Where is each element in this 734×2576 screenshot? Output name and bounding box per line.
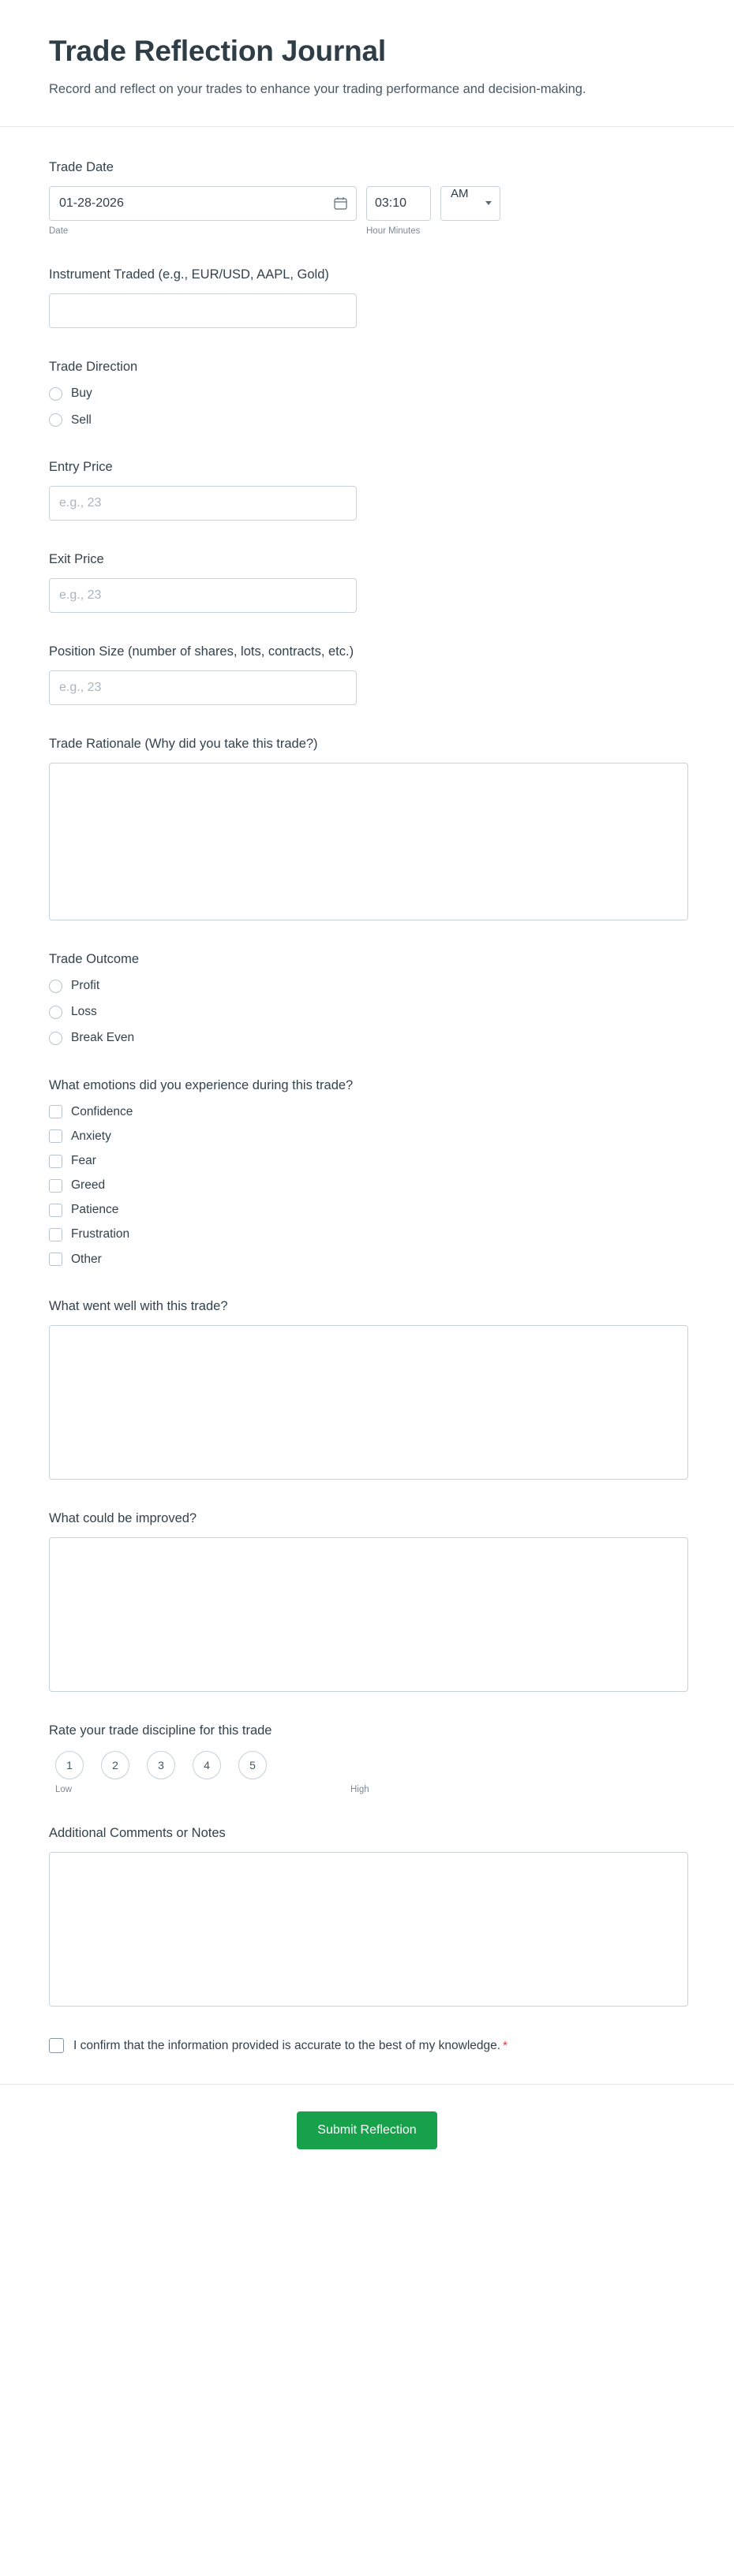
radio-icon[interactable]: [49, 1032, 62, 1045]
required-marker: *: [503, 2039, 507, 2053]
exit-price-label: Exit Price: [49, 551, 104, 566]
ampm-select-wrap: [440, 186, 500, 221]
checkbox-icon[interactable]: [49, 1105, 62, 1118]
radio-option-break-even[interactable]: [49, 1030, 685, 1046]
date-input-wrap: [49, 186, 357, 221]
trade-outcome-label: Trade Outcome: [49, 952, 140, 967]
entry-price-input[interactable]: [49, 486, 357, 521]
rating-end-labels: [55, 1785, 387, 1794]
position-size-input[interactable]: [49, 670, 357, 705]
emotions-label: What emotions did you experience during this trade?: [49, 1077, 354, 1092]
confirm-checkbox-icon[interactable]: [49, 2038, 64, 2053]
time-helper: Hour Minutes: [366, 226, 421, 237]
checkbox-option-fear[interactable]: [49, 1153, 685, 1169]
radio-label: Loss: [71, 1005, 97, 1019]
improved-label: What could be improved?: [49, 1510, 197, 1525]
trade-rationale-label: Trade Rationale (Why did you take this trade?): [49, 736, 318, 751]
checkbox-icon[interactable]: [49, 1179, 62, 1193]
checkbox-option-other[interactable]: [49, 1252, 685, 1267]
radio-option-buy[interactable]: [49, 386, 685, 401]
confirm-label: I confirm that the information provided is accurate to the best of my knowledge.: [73, 2039, 501, 2053]
rating-scale: [55, 1751, 685, 1779]
checkbox-label: Frustration: [71, 1227, 130, 1241]
checkbox-label: Anxiety: [71, 1129, 111, 1143]
page-title: Trade Reflection Journal: [49, 35, 386, 67]
field-position-size: [49, 643, 685, 705]
checkbox-icon[interactable]: [49, 1155, 62, 1168]
confirm-checkbox-row[interactable]: [49, 2037, 685, 2055]
radio-label: Sell: [71, 413, 92, 427]
field-entry-price: [49, 458, 685, 521]
rating-low-label: Low: [55, 1784, 73, 1794]
field-comments: [49, 1824, 685, 2007]
checkbox-label: Confidence: [71, 1104, 133, 1118]
field-exit-price: [49, 551, 685, 613]
rating-option-5[interactable]: 5: [238, 1751, 267, 1779]
date-helper: Date: [49, 226, 69, 237]
checkbox-label: Fear: [71, 1153, 96, 1167]
field-trade-direction: [49, 358, 685, 427]
field-trade-date: [49, 159, 685, 236]
field-went-well: [49, 1297, 685, 1480]
radio-option-profit[interactable]: [49, 978, 685, 994]
discipline-label: Rate your trade discipline for this trade: [49, 1723, 272, 1738]
trade-date-helpers: [49, 221, 685, 236]
calendar-icon[interactable]: [334, 196, 347, 210]
trade-rationale-textarea[interactable]: [49, 763, 688, 920]
radio-label: Break Even: [71, 1031, 135, 1045]
radio-label: Buy: [71, 386, 92, 401]
rating-option-4[interactable]: 4: [193, 1751, 221, 1779]
entry-price-label: Entry Price: [49, 459, 113, 474]
field-improved: [49, 1510, 685, 1692]
field-instrument: [49, 266, 685, 328]
rating-option-2[interactable]: 2: [101, 1751, 129, 1779]
went-well-textarea[interactable]: [49, 1325, 688, 1480]
checkbox-label: Patience: [71, 1203, 119, 1217]
checkbox-icon[interactable]: [49, 1204, 62, 1217]
ampm-select[interactable]: AM: [440, 186, 500, 221]
field-emotions: [49, 1077, 685, 1267]
checkbox-label: Greed: [71, 1178, 106, 1193]
checkbox-option-patience[interactable]: [49, 1202, 685, 1218]
checkbox-option-greed[interactable]: [49, 1178, 685, 1193]
radio-option-loss[interactable]: [49, 1004, 685, 1020]
form-header: [0, 0, 734, 127]
improved-textarea[interactable]: [49, 1537, 688, 1692]
field-trade-rationale: [49, 735, 685, 920]
checkbox-icon[interactable]: [49, 1228, 62, 1241]
trade-direction-label: Trade Direction: [49, 360, 138, 375]
confirm-text: [73, 2037, 507, 2055]
radio-icon[interactable]: [49, 387, 62, 401]
form-body: [0, 127, 734, 2084]
radio-icon[interactable]: [49, 413, 62, 427]
radio-option-sell[interactable]: [49, 413, 685, 428]
page-subtitle: Record and reflect on your trades to enhance your trading performance and decision-making.: [49, 81, 586, 96]
trade-date-row: [49, 186, 685, 221]
rating-option-1[interactable]: 1: [55, 1751, 84, 1779]
checkbox-icon[interactable]: [49, 1129, 62, 1143]
rating-option-3[interactable]: 3: [147, 1751, 175, 1779]
instrument-input[interactable]: [49, 293, 357, 328]
comments-label: Additional Comments or Notes: [49, 1825, 226, 1840]
checkbox-label: Other: [71, 1252, 102, 1266]
checkbox-option-anxiety[interactable]: [49, 1129, 685, 1144]
comments-textarea[interactable]: [49, 1852, 688, 2007]
field-trade-outcome: [49, 950, 685, 1047]
instrument-label: Instrument Traded (e.g., EUR/USD, AAPL, Gold): [49, 267, 329, 282]
exit-price-input[interactable]: [49, 578, 357, 613]
position-size-label: Position Size (number of shares, lots, contracts, etc.): [49, 644, 354, 659]
time-input[interactable]: 03:10: [366, 186, 431, 221]
radio-icon[interactable]: [49, 1006, 62, 1019]
went-well-label: What went well with this trade?: [49, 1298, 228, 1313]
field-discipline-rating: [49, 1722, 685, 1794]
form-footer: [0, 2084, 734, 2184]
checkbox-option-frustration[interactable]: [49, 1226, 685, 1242]
trade-date-label: Trade Date: [49, 160, 114, 175]
radio-icon[interactable]: [49, 980, 62, 993]
submit-button[interactable]: Submit Reflection: [297, 2111, 436, 2149]
rating-high-label: High: [350, 1784, 369, 1794]
checkbox-option-confidence[interactable]: [49, 1104, 685, 1120]
checkbox-icon[interactable]: [49, 1253, 62, 1266]
radio-label: Profit: [71, 979, 100, 993]
date-input[interactable]: 01-28-2026: [49, 186, 357, 221]
